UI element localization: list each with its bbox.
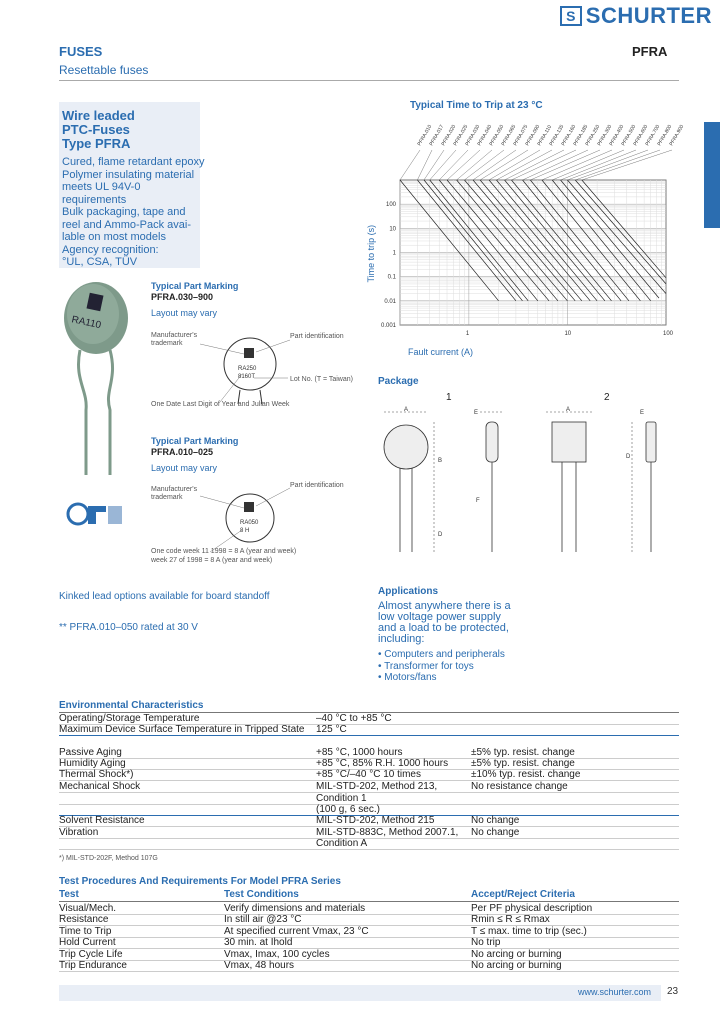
chart-x-tick: 1 [465,331,470,337]
voltage-footnote: ** PFRA.010–050 rated at 30 V [59,622,198,633]
tests-header-criteria: Accept/Reject Criteria [471,889,575,900]
env-cell-cond: MIL-STD-883C, Method 2007.1, [316,827,459,838]
chart-y-tick: 100 [385,202,396,209]
tests-row-rule [59,960,679,961]
chart-y-tick: 0.1 [387,274,396,281]
applications-intro-line: low voltage power supply [378,611,501,623]
chart-xlabel: Fault current (A) [408,347,474,357]
chart-series-leader [582,150,672,180]
feature-list [62,156,204,269]
chart-x-tick: 100 [663,331,674,337]
chart-series-leader [457,150,492,180]
env-cell-param: Passive Aging [59,747,122,758]
category-title: FUSES [59,44,103,59]
chart-x-tick: 10 [564,331,572,337]
marking2-label-part-id: Part identification [290,482,344,489]
applications-title: Applications [378,586,439,597]
dim-d-2: D [626,454,631,460]
chart-series-label: PFRA.700 [644,124,662,147]
tests-cell-test: Trip Cycle Life [59,948,123,960]
env-row-rule [59,735,679,736]
intro-title-line: Wire leaded [62,108,135,123]
marking2-label-date: One code week 11 1998 = 8 A (year and week) [151,548,297,555]
env-cell-cond: Condition A [316,838,368,849]
chart-series-label: PFRA.090 [524,124,542,147]
tests-cell-cond: Vmax, 48 hours [224,960,295,971]
env-cell-param: Humidity Aging [59,758,126,769]
env-cell-result: ±5% typ. resist. change [471,758,575,769]
env-cell-cond: +85 °C, 85% R.H. 1000 hours [316,758,449,769]
env-cell-cond: –40 °C to +85 °C [316,713,392,724]
env-cell-result: No resistance change [471,781,568,792]
chart-series-label: PFRA.010 [416,124,434,147]
feature-line: meets UL 94V-0 [62,181,141,193]
env-cell-param: Thermal Shock*) [59,769,134,780]
page-number: 23 [667,986,679,997]
chart-series-leader [417,150,432,180]
marking1-note: Layout may vary [151,308,218,318]
marking1-label-manufacturer: Manufacturer's trademark [151,332,198,347]
tests-header-test: Test [59,889,79,900]
applications-intro-line: including: [378,633,425,645]
brand-mark: S [560,6,582,26]
applications-intro-line: and a load to be protected, [378,622,509,634]
tests-row-rule [59,937,679,938]
product-code: PFRA [632,44,668,59]
intro-title-line: Type PFRA [62,136,131,151]
applications-item: • Computers and peripherals [378,649,505,660]
dim-e-1: E [474,410,479,416]
tests-cell-crit: No arcing or burning [471,960,562,971]
env-cell-cond: MIL-STD-202, Method 213, [316,781,438,792]
feature-line: lable on most models [62,231,166,243]
marking1-chip-line: RA250 [238,366,257,372]
chart-series-label: PFRA.900 [668,124,686,147]
tests-cell-test: Visual/Mech. [59,903,117,914]
tests-cell-test: Time to Trip [59,925,112,937]
chart-series-leader [473,150,516,180]
env-cell-cond: (100 g, 6 sec.) [316,804,380,815]
env-cell-param: Operating/Storage Temperature [59,713,200,724]
device-part-label: RA110 [70,314,103,332]
env-cell-cond: +85 °C/–40 °C 10 times [316,769,421,780]
chart-series-leader [464,150,504,180]
chart-series-label: PFRA.075 [512,124,530,147]
chart-y-tick: 0.01 [384,298,396,305]
chart-series-leader [530,150,600,180]
marking1-title: Typical Part Marking [151,281,239,291]
marking2-label-date2: week 27 of 1998 = 8 A (year and week) [151,557,273,564]
chart-series-leader [542,150,612,180]
env-cell-result: ±5% typ. resist. change [471,747,575,758]
device-photo [60,280,140,480]
tests-row-rule [59,971,679,972]
chart-title: Typical Time to Trip at 23 °C [410,100,543,111]
kinked-note: Kinked lead options available for board standoff [59,591,270,602]
marking1-label-part-id: Part identification [290,333,344,340]
tests-header-conditions: Test Conditions [224,889,299,900]
chart-y-tick: 0.001 [380,323,396,329]
feature-line: reel and Ammo-Pack avai- [62,218,191,231]
tests-cell-test: Hold Current [59,937,116,949]
marking2-chip-line: RA050 [240,520,259,526]
chart-series-label: PFRA.135 [548,124,566,147]
package-drawings [376,402,666,572]
dim-b-1: B [438,458,443,464]
chart-series-label: PFRA.400 [608,124,626,147]
env-cell-result: No change [471,827,520,838]
dim-a-2: A [566,407,571,413]
marking1-label-lot: Lot No. (T = Taiwan) [290,376,353,383]
tests-cell-cond: Verify dimensions and materials [224,903,366,914]
applications-item: • Transformer for toys [378,660,474,672]
chart-series-label: PFRA.020 [440,124,458,147]
marking2-model: PFRA.010–025 [151,447,214,457]
env-cell-result: No change [471,815,520,826]
feature-line: Cured, flame retardant epoxy [62,156,205,168]
tests-cell-crit: Rmin ≤ R ≤ Rmax [471,914,550,926]
footer-url[interactable]: www.schurter.com [578,987,652,997]
applications-intro [378,601,511,645]
section-tab [704,122,720,228]
chart-series-leader [560,150,636,180]
dim-d-1: D [438,532,443,538]
chart-series-label: PFRA.500 [620,124,638,147]
intro-title [62,109,135,151]
applications-item-text: Motors/fans [384,672,437,683]
dim-e-2: E [640,410,645,416]
chart-series-leader [567,150,648,180]
package-variant-1: 1 [446,392,452,403]
chart-series-label: PFRA.185 [572,124,590,147]
certification-logos [66,498,126,530]
feature-line: °UL, CSA, TÜV [62,256,138,268]
env-cell-result: ±10% typ. resist. change [471,769,581,780]
chart-y-tick: 10 [389,226,396,233]
marking2-chip-line: 8 H [240,528,250,534]
applications-item-text: Transformer for toys [384,660,474,672]
chart-series-label: PFRA.040 [476,124,494,147]
marking2-title: Typical Part Marking [151,436,239,446]
tests-cell-crit: No arcing or burning [471,948,562,960]
dim-f-1: F [476,498,480,504]
chart-series-label: PFRA.050 [488,124,506,147]
env-cell-param: Maximum Device Surface Temperature in Tripped State [59,724,305,735]
package-variant-2: 2 [604,392,610,403]
chart-y-tick: 1 [392,250,396,257]
tests-row-rule [59,914,679,915]
tests-cell-cond: At specified current Vmax, 23 °C [224,925,369,937]
marking1-label-date: One Date Last Digit of Year and Julian Week [151,401,290,408]
chart-series-label: PFRA.250 [584,124,602,147]
brand-name: SCHURTER [585,3,712,28]
marking2-label-manufacturer: Manufacturer's trademark [151,486,198,501]
chart-series-label: PFRA.017 [428,124,446,147]
chart-series-label: PFRA.300 [596,124,614,147]
time-to-trip-chart [360,112,690,362]
env-cell-cond: Condition 1 [316,793,367,804]
applications-item: • Motors/fans [378,672,437,683]
applications-intro-line: Almost anywhere there is a [378,600,511,612]
chart-series-label: PFRA.800 [656,124,674,147]
env-cell-param: Solvent Resistance [59,815,145,826]
package-title: Package [378,376,419,387]
intro-title-line: PTC-Fuses [62,122,130,137]
category-subtitle: Resettable fuses [59,63,149,77]
marking1-model: PFRA.030–900 [151,292,214,302]
applications-item-text: Computers and peripherals [384,649,505,660]
chart-series-label: PFRA.160 [560,124,578,147]
tests-cell-crit: No trip [471,937,501,949]
feature-line: requirements [62,193,127,206]
feature-line: Bulk packaging, tape and [62,206,186,218]
chart-ylabel: Time to trip (s) [366,224,376,283]
env-row-rule [59,792,679,793]
env-row-rule [59,838,679,839]
tests-cell-cond: 30 min. at Ihold [224,937,293,949]
chart-series-label: PFRA.110 [536,124,554,147]
chart-series-label: PFRA.030 [464,124,482,147]
tests-cell-test: Trip Endurance [59,960,127,971]
env-cell-cond: 125 °C [316,724,347,735]
header-rule [59,80,679,81]
env-cell-param: Mechanical Shock [59,781,141,792]
env-cell-cond: MIL-STD-202, Method 215 [316,815,435,826]
footer-bar [59,985,661,1001]
dim-a-1: A [404,407,409,413]
marking1-chip-line: 8160T [238,374,256,380]
tests-cell-cond: In still air @23 °C [224,914,302,926]
env-cell-param: Vibration [59,827,99,838]
chart-series-label: PFRA.600 [632,124,650,147]
env-cell-cond: +85 °C, 1000 hours [316,747,403,758]
tests-cell-crit: T ≤ max. time to trip (sec.) [471,925,587,937]
feature-line: Polymer insulating material [62,168,195,181]
tests-row-rule [59,948,679,949]
env-title: Environmental Characteristics [59,700,204,711]
applications-list [378,649,505,684]
tests-cell-test: Resistance [59,914,109,926]
feature-line: Agency recognition: [62,243,159,256]
chart-series-label: PFRA.025 [452,124,470,147]
tests-rule-top [59,901,679,902]
chart-series-leader [400,150,420,180]
chart-series-leader [424,150,444,180]
tests-title: Test Procedures And Requirements For Model PFRA Series [59,876,341,887]
tests-cell-cond: Vmax, Imax, 100 cycles [224,948,330,960]
chart-series-label: PFRA.065 [500,124,518,147]
tests-cell-crit: Per PF physical description [471,903,593,914]
env-footnote: *) MIL-STD-202F, Method 107G [59,855,158,862]
env-row-rule [59,849,679,850]
marking2-note: Layout may vary [151,463,218,473]
brand-logo [560,4,712,28]
